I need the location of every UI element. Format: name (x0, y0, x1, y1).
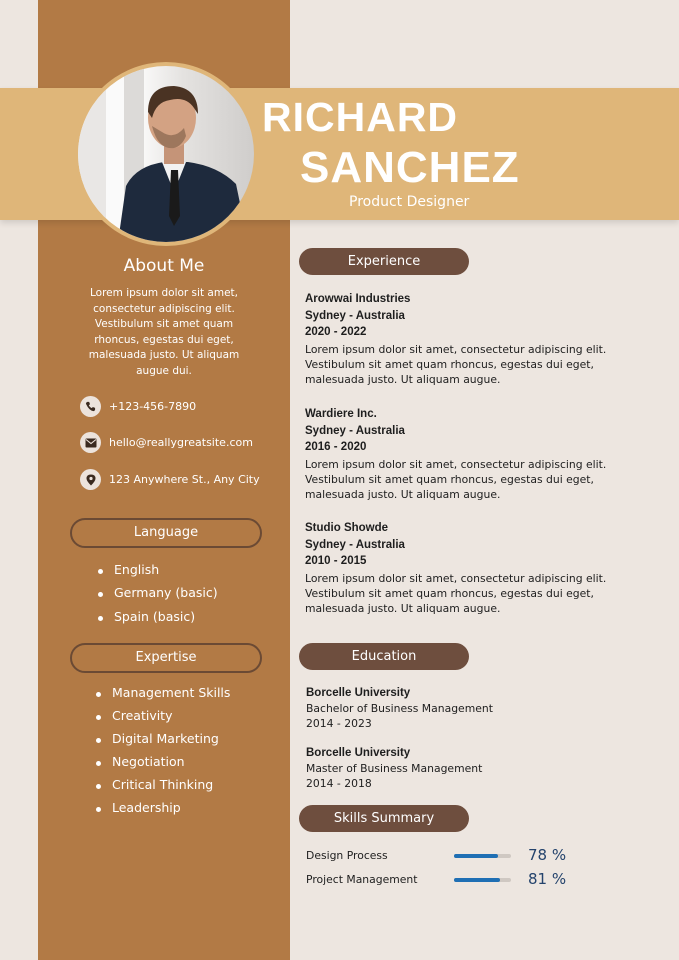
list-item: Digital Marketing (96, 731, 230, 754)
job-location: Sydney - Australia (305, 309, 405, 322)
list-item: English (98, 562, 218, 585)
job-description: Lorem ipsum dolor sit amet, consectetur adipiscing elit. Vestibulum sit amet quam rhoncus, egestas dui eget, malesuada justo. Ut aliquam augue. (305, 342, 607, 387)
address-text: 123 Anywhere St., Any City (109, 473, 260, 486)
job-location: Sydney - Australia (305, 424, 405, 437)
contact-address (80, 469, 260, 490)
list-item: Negotiation (96, 754, 230, 777)
expertise-list (96, 685, 230, 823)
list-item: Critical Thinking (96, 777, 230, 800)
degree-name: Master of Business Management (306, 762, 483, 775)
skill-row (306, 846, 606, 866)
list-item: Management Skills (96, 685, 230, 708)
expertise-heading: Expertise (70, 643, 262, 673)
experience-entry (305, 520, 625, 616)
education-entry (306, 745, 626, 791)
company-name: Arowwai Industries (305, 293, 411, 305)
company-name: Wardiere Inc. (305, 408, 377, 420)
skill-row (306, 870, 606, 890)
about-heading: About Me (123, 256, 205, 276)
skill-percent: 81 % (528, 870, 567, 888)
job-years: 2016 - 2020 (305, 441, 367, 453)
job-location: Sydney - Australia (305, 538, 405, 551)
school-name: Borcelle University (306, 687, 411, 699)
list-item: Leadership (96, 800, 230, 823)
location-icon (80, 469, 101, 490)
contact-phone (80, 396, 196, 417)
list-item: Germany (basic) (98, 585, 218, 608)
degree-name: Bachelor of Business Management (306, 702, 493, 715)
experience-heading: Experience (299, 248, 469, 275)
phone-icon (80, 396, 101, 417)
list-item: Spain (basic) (98, 609, 218, 632)
job-description: Lorem ipsum dolor sit amet, consectetur adipiscing elit. Vestibulum sit amet quam rhoncus, egestas dui eget, malesuada justo. Ut aliquam augue. (305, 571, 607, 616)
skill-bar (454, 878, 511, 882)
skills-heading: Skills Summary (299, 805, 469, 832)
education-heading: Education (299, 643, 469, 670)
skill-name: Project Management (306, 873, 418, 886)
experience-entry (305, 406, 625, 502)
education-years: 2014 - 2023 (306, 717, 372, 730)
last-name: SANCHEZ (300, 143, 520, 192)
email-icon (80, 432, 101, 453)
first-name: RICHARD (262, 94, 459, 140)
contact-email (80, 432, 253, 453)
language-list (98, 562, 218, 632)
profile-photo (78, 66, 254, 242)
skill-bar (454, 854, 511, 858)
list-item: Creativity (96, 708, 230, 731)
company-name: Studio Showde (305, 522, 389, 534)
education-years: 2014 - 2018 (306, 777, 372, 790)
skill-name: Design Process (306, 849, 388, 862)
skill-bar-fill (454, 854, 498, 858)
profile-photo-frame (74, 62, 258, 246)
job-years: 2010 - 2015 (305, 555, 367, 567)
skill-bar-fill (454, 878, 500, 882)
education-entry (306, 685, 626, 731)
skill-percent: 78 % (528, 846, 567, 864)
experience-entry (305, 291, 625, 387)
school-name: Borcelle University (306, 747, 411, 759)
job-title: Product Designer (349, 194, 470, 210)
about-text: Lorem ipsum dolor sit amet, consectetur adipiscing elit. Vestibulum sit amet quam rhoncus, egestas dui eget, malesuada justo. Ut aliquam augue dui. (88, 287, 240, 377)
job-description: Lorem ipsum dolor sit amet, consectetur adipiscing elit. Vestibulum sit amet quam rhoncus, egestas dui eget, malesuada justo. Ut aliquam augue. (305, 457, 607, 502)
phone-text[interactable]: +123-456-7890 (109, 400, 197, 413)
email-text[interactable]: hello@reallygreatsite.com (109, 436, 253, 449)
language-heading: Language (70, 518, 262, 548)
job-years: 2020 - 2022 (305, 326, 367, 338)
